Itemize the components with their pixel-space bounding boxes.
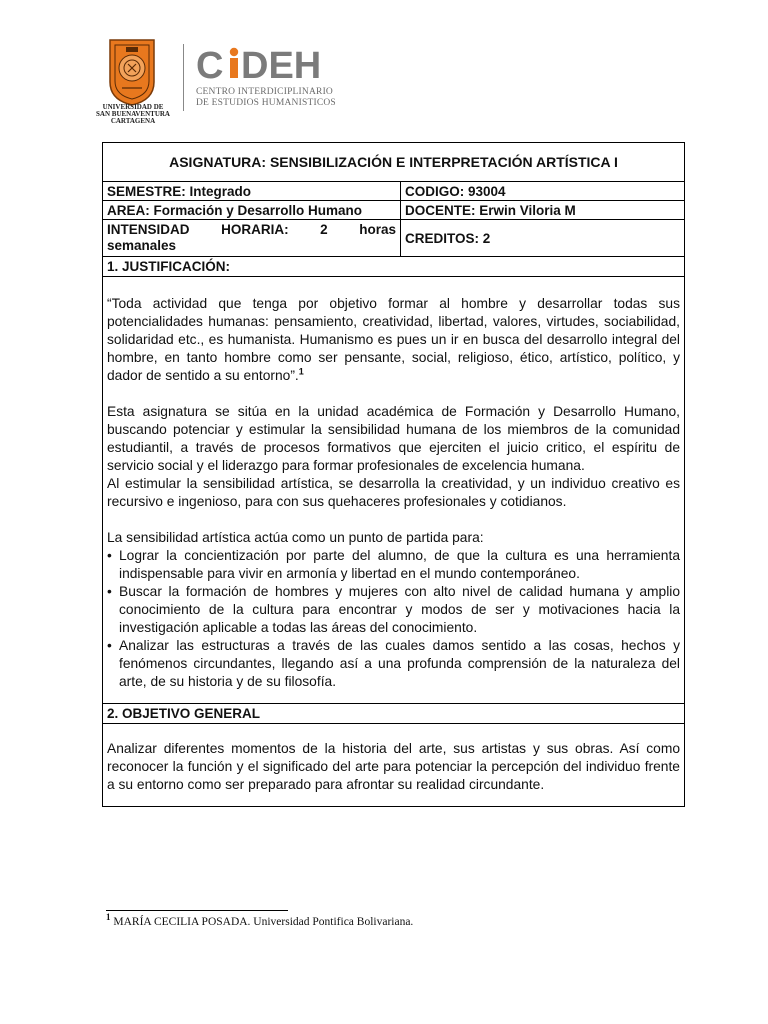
cideh-subtitle: CENTRO INTERDICIPLINARIO DE ESTUDIOS HUMANISTICOS xyxy=(196,87,336,108)
svg-text:C: C xyxy=(196,45,224,84)
cideh-logo xyxy=(196,44,336,84)
footnote-ref: 1 xyxy=(298,366,304,377)
course-syllabus-table xyxy=(102,142,685,807)
justificacion-body xyxy=(103,277,685,704)
list-item: • Analizar las estructuras a través de las cuales damos sentido a las cosas, hechos y fenómenos circundantes, llegando así a una profunda comprensión de la naturaleza del arte, de su historia y de su filosofía. xyxy=(107,637,680,691)
svg-text:DEH: DEH xyxy=(241,45,322,84)
paragraph-2: Al estimular la sensibilidad artística, se desarrolla la creatividad, y un individuo creativo es recursivo e ingenioso, para con sus quehaceres profesionales y cotidianos. xyxy=(107,476,680,509)
footnote: $^1$ MARÍA CECILIA POSADA. Universidad Pontifica Bolivariana. xyxy=(106,912,414,928)
justificacion-heading: 1. JUSTIFICACIÓN: xyxy=(103,257,685,277)
objetivo-heading: 2. OBJETIVO GENERAL xyxy=(103,704,685,724)
quote-paragraph: “Toda actividad que tenga por objetivo formar al hombre y desarrollar todas sus potencialidades humanas: pensamiento, creatividad, libertad, valores, virtudes, sociabilidad, solidaridad etc., es humanista. Humanismo es pues un ir en busca del desarrollo integral del hombre, en tanto hombre como ser pensante, social, religioso, ético, artístico, político, y dador de sentido a su entorno”.$^1$ xyxy=(107,296,680,383)
university-seal-logo xyxy=(108,38,156,106)
objetivo-body: Analizar diferentes momentos de la historia del arte, sus artistas y sus obras. Así como reconocer la función y el significado del arte para potenciar la percepción del individuo frente a su entorno como ser preparado para afrontar su realidad circundante. xyxy=(103,724,685,807)
list-item: • Buscar la formación de hombres y mujeres con alto nivel de calidad humana y amplio conocimiento de la cultura para encontrar y modos de ser y motivaciones hacia la investigación aplicable a todas las áreas del conocimiento. xyxy=(107,583,680,637)
list-intro: La sensibilidad artística actúa como un punto de partida para: xyxy=(107,530,484,545)
footnote-separator xyxy=(106,910,288,911)
list-item: • Lograr la concientización por parte del alumno, de que la cultura es una herramienta indispensable para vivir en armonía y libertad en el mundo contemporáneo. xyxy=(107,547,680,583)
university-name: UNIVERSIDAD DE SAN BUENAVENTURA CARTAGENA xyxy=(96,103,170,125)
objectives-list xyxy=(107,547,680,691)
creditos-cell: CREDITOS: 2 xyxy=(401,220,685,257)
course-title: ASIGNATURA: SENSIBILIZACIÓN E INTERPRETACIÓN ARTÍSTICA I xyxy=(103,143,685,182)
codigo-cell: CODIGO: 93004 xyxy=(401,182,685,201)
docente-cell: DOCENTE: Erwin Viloria M xyxy=(401,201,685,220)
page-header xyxy=(0,0,768,140)
area-cell: AREA: Formación y Desarrollo Humano xyxy=(103,201,401,220)
intensidad-cell: INTENSIDAD HORARIA: 2 horas semanales xyxy=(103,220,401,257)
semestre-cell: SEMESTRE: Integrado xyxy=(103,182,401,201)
paragraph-1: Esta asignatura se sitúa en la unidad académica de Formación y Desarrollo Humano, buscando potenciar y estimular la sensibilidad humana de los miembros de la comunidad estudiantil, a través de procesos formativos que ejerciten el juicio critico, el espíritu de servicio social y el liderazgo para formar profesionales de excelencia humana. xyxy=(107,404,680,473)
header-divider xyxy=(183,44,184,111)
